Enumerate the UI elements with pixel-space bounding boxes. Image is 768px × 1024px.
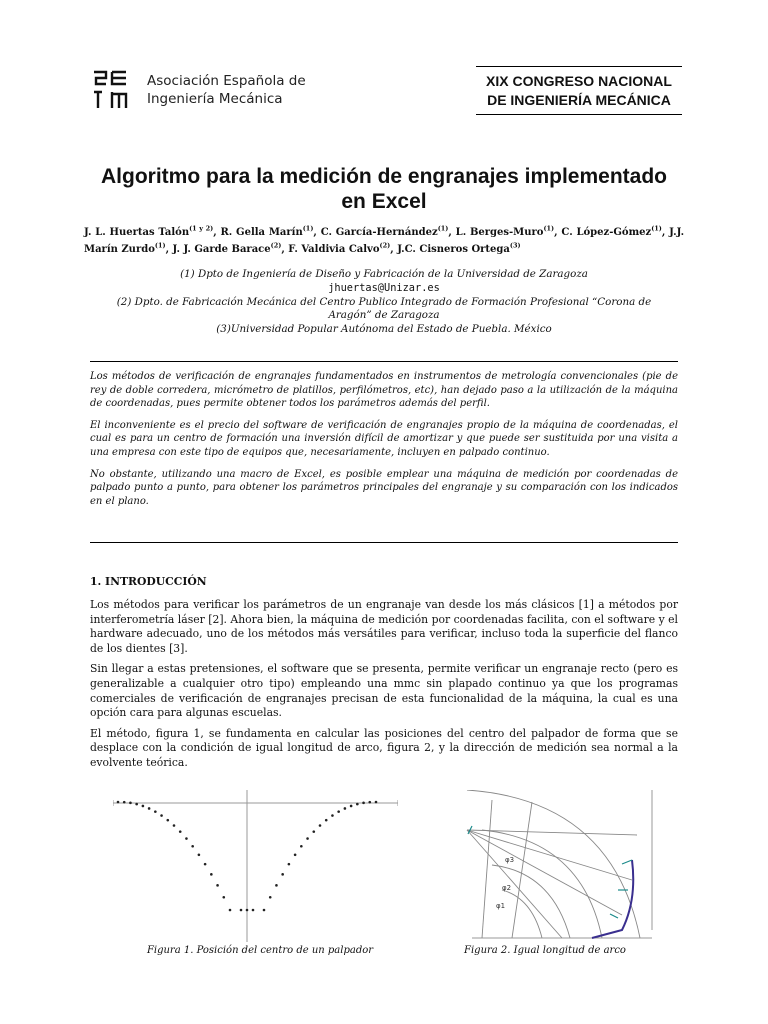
fig1-probe-point [319, 824, 322, 827]
section-body [90, 598, 678, 777]
fig1-probe-point [204, 863, 207, 866]
paper-title [84, 164, 684, 214]
congress-title-line1: XIX CONGRESO NACIONAL [486, 73, 672, 89]
body-paragraph: El método, figura 1, se fundamenta en calcular las posiciones del centro del palpador de forma que se desplace con la condición de igual longitud de arco, figura 2, y la dirección de medición sea normal a la evolvente teórica. [90, 726, 678, 769]
fig1-probe-point [142, 805, 145, 808]
fig1-probe-point [179, 830, 182, 833]
affiliation-2-line2: Aragón” de Zaragoza [328, 309, 440, 322]
fig1-probe-point [269, 896, 272, 899]
paper-title-line2: en Excel [341, 190, 427, 213]
fig2-label-phi1: φ1 [496, 902, 506, 910]
author: J. J. Garde Barace$^{(2)}$, [172, 241, 289, 255]
fig1-probe-point [117, 801, 120, 804]
fig1-probe-point [135, 803, 138, 806]
fig1-probe-point [281, 873, 284, 876]
body-paragraph: Los métodos para verificar los parámetros de un engranaje van desde los más clásicos [1] a métodos por interferometría láser [2]. Ahora bien, la máquina de medición por coordenadas facilita, con el software y el hardware adecuado, uno de los métodos más versátiles para verificar, incluso toda la superficie del flanco de los dientes [3]. [90, 598, 678, 655]
fig1-probe-point [331, 814, 334, 817]
fig1-probe-point [356, 803, 359, 806]
abstract-paragraph: Los métodos de verificación de engranajes fundamentados en instrumentos de metrología convencionales (pie de rey de doble corredera, micrómetro de platillos, perfilómetros, etc), han dejado paso a la utilización de la máquina de coordenadas, pues permite obtener todos los parámetros además del perfil. [90, 371, 678, 410]
abstract-top-rule [90, 361, 678, 362]
fig2-label-phi3: φ3 [505, 856, 515, 864]
abstract-bottom-rule [90, 542, 678, 543]
fig1-probe-point [185, 837, 188, 840]
figure-1-caption: Figura 1. Posición del centro de un palpador [146, 945, 374, 956]
author: R. Gella Marín$^{(1)}$, [220, 224, 321, 238]
association-name-line2: Ingeniería Mecánica [147, 91, 283, 107]
congress-title-box [476, 66, 682, 115]
fig1-probe-point [300, 845, 303, 848]
fig1-probe-point [123, 801, 126, 804]
fig1-probe-point [312, 830, 315, 833]
author: J. L. Huertas Talón$^{(1 y 2)}$, [84, 224, 221, 238]
fig1-probe-point [166, 819, 169, 822]
contact-email[interactable]: jhuertas@Unizar.es [328, 281, 440, 294]
author: J.J. Marín Zurdo$^{(1)}$, [84, 227, 685, 255]
fig1-probe-point [263, 909, 266, 912]
affiliation-3: (3)Universidad Popular Autónoma del Estado de Puebla. México [216, 323, 552, 336]
fig1-probe-point [210, 873, 213, 876]
fig1-probe-point [160, 814, 163, 817]
author: J.C. Cisneros Ortega$^{(3)}$ [397, 241, 521, 255]
fig1-probe-point [129, 802, 132, 805]
fig1-probe-point [154, 810, 157, 813]
affiliation-2-line1: (2) Dpto. de Fabricación Mecánica del Centro Publico Integrado de Formación Profesional “Corona de [116, 295, 652, 308]
figure-1-probe-center [113, 790, 398, 942]
fig1-probe-point [306, 837, 309, 840]
fig1-probe-point [173, 824, 176, 827]
affiliation-1: (1) Dpto de Ingeniería de Diseño y Fabricación de la Universidad de Zaragoza [180, 268, 588, 280]
section-heading: 1. INTRODUCCIÓN [90, 575, 207, 588]
fig2-evolvent-arc [592, 860, 633, 938]
figure-2-arc-length [432, 790, 658, 942]
author: C. García-Hernández$^{(1)}$, [320, 224, 456, 238]
fig1-probe-point [288, 863, 291, 866]
fig1-probe-point [325, 819, 328, 822]
abstract-paragraph: No obstante, utilizando una macro de Excel, es posible emplear una máquina de medición por coordenadas de palpado punto a punto, para obtener los parámetros principales del engranaje y su comparación con los indicados en el plano. [90, 468, 678, 507]
fig1-probe-point [246, 909, 249, 912]
body-paragraph: Sin llegar a estas pretensiones, el software que se presenta, permite verificar un engranaje recto (pero es generalizable a cualquier otro tipo) empleando una mmc sin plapado continuo ya que los programas comerciales de verificación de engranajes precisan de esta funcionalidad de la máquina, la cual es una opción cara para algunas escuelas. [90, 662, 678, 720]
association-name-line1: Asociación Española de [147, 73, 306, 89]
fig1-probe-point [216, 884, 219, 887]
fig1-probe-point [368, 801, 371, 804]
fig1-probe-point [252, 909, 255, 912]
figure-2-caption: Figura 2. Igual longitud de arco [464, 945, 626, 956]
fig1-probe-point [337, 810, 340, 813]
association-name [147, 72, 306, 108]
fig1-probe-point [375, 801, 378, 804]
fig1-probe-point [229, 909, 232, 912]
affiliations [84, 268, 684, 337]
abstract [90, 370, 678, 516]
fig1-probe-point [222, 896, 225, 899]
author: F. Valdivia Calvo$^{(2)}$, [288, 241, 398, 255]
fig1-probe-point [240, 909, 243, 912]
fig1-probe-point [294, 853, 297, 856]
fig1-probe-point [350, 805, 353, 808]
fig1-probe-point [362, 802, 365, 805]
fig1-probe-point [344, 807, 347, 810]
fig1-probe-point [191, 845, 194, 848]
author-list [84, 224, 684, 258]
paper-title-line1: Algoritmo para la medición de engranajes implementado [101, 165, 667, 188]
author: C. López-Gómez$^{(1)}$, [561, 224, 670, 238]
congress-title-line2: DE INGENIERÍA MECÁNICA [487, 92, 671, 108]
fig1-probe-point [198, 853, 201, 856]
abstract-paragraph: El inconveniente es el precio del software de verificación de engranajes propio de la máquina de coordenadas, el cual es para un centro de formación una inversión difícil de amortizar y que puede ser sustituida por una visita a una empresa con este tipo de equipos que, necesariamente, incluyen en palpado continuo. [90, 419, 678, 458]
author: L. Berges-Muro$^{(1)}$, [455, 224, 562, 238]
association-logo [92, 68, 132, 110]
fig1-probe-point [275, 884, 278, 887]
fig1-probe-point [148, 807, 151, 810]
fig2-label-phi2: φ2 [502, 884, 512, 892]
